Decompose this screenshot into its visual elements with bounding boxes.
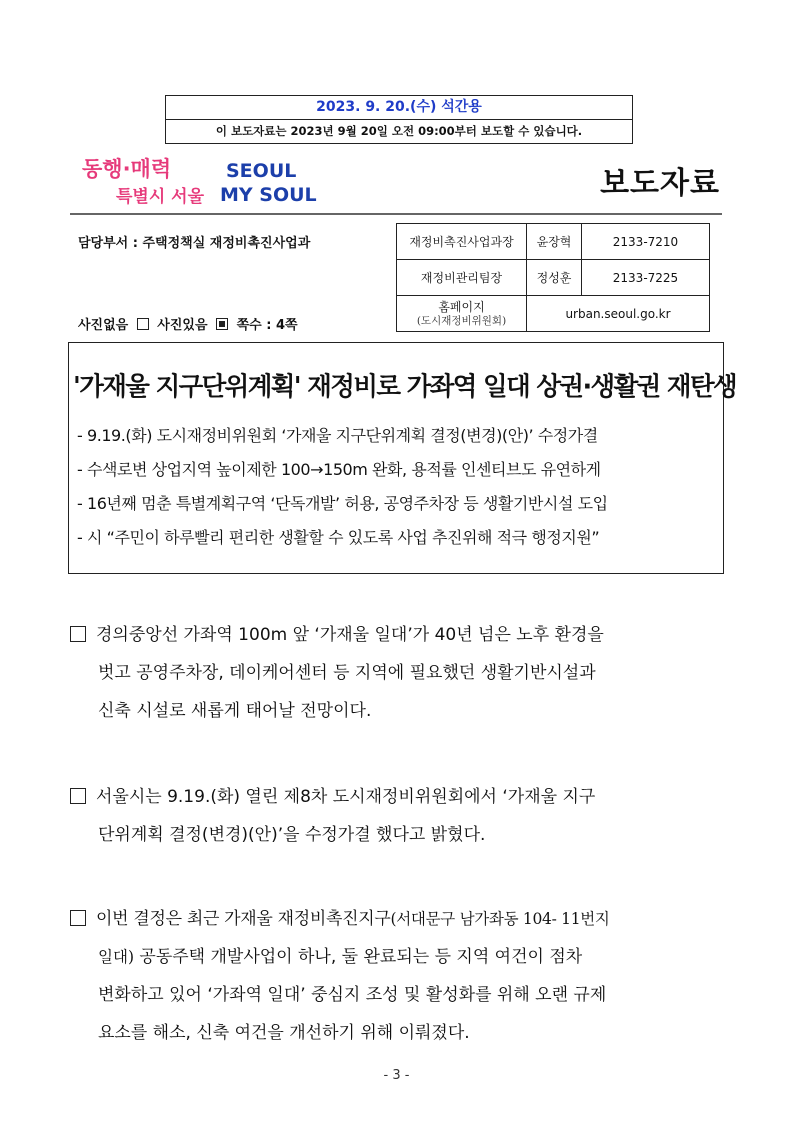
contact-table — [396, 223, 710, 332]
contact-phone: 2133-7210 — [582, 224, 710, 260]
contact-title: 재정비촉진사업과장 — [397, 224, 527, 260]
homepage-row — [397, 296, 710, 332]
document-type-title: 보도자료 — [600, 166, 720, 201]
paragraph-1 — [70, 616, 730, 730]
header-divider — [70, 213, 722, 215]
contact-row — [397, 260, 710, 296]
headline-box — [68, 342, 737, 574]
homepage-sublabel: (도시재정비위원회) — [416, 314, 507, 327]
seoul-slogan-logo — [78, 150, 208, 210]
homepage-label: 홈페이지 — [438, 299, 485, 314]
contact-row — [397, 224, 710, 260]
embargo-note: 이 보도자료는 2023년 9월 20일 오전 09:00부터 보도할 수 있습니다. — [215, 124, 583, 138]
paragraph-2 — [70, 778, 730, 854]
subpoint: - 수색로변 상업지역 높이제한 100→150m 완화, 용적률 인센티브도 유연하게 — [77, 460, 601, 479]
paragraph-line: 경의중앙선 가좌역 100m 앞 ‘가재울 일대’가 40년 넘은 노후 환경을 — [96, 625, 604, 645]
paragraph-line: 서울시는 9.19.(화) 열린 제8차 도시재정비위원회에서 ‘가재울 지구 — [96, 787, 596, 807]
bullet-box — [70, 910, 86, 926]
bullet-box — [70, 788, 86, 804]
page-number: - 3 - — [383, 1068, 410, 1083]
subpoint: - 시 “주민이 하루빨리 편리한 생활할 수 있도록 사업 추진위해 적극 행정지원” — [77, 528, 600, 547]
photo-info — [78, 314, 302, 333]
contact-phone: 2133-7225 — [582, 260, 710, 296]
logo-left-line1: 동행·매력 — [82, 157, 172, 181]
logo-right-line1: SEOUL — [226, 160, 297, 182]
paragraph-line: 변화하고 있어 ‘가좌역 일대’ 중심지 조성 및 활성화를 위해 오랜 규제 — [98, 985, 607, 1005]
seoul-my-soul-logo — [218, 156, 317, 206]
logo-left-line2: 특별시 서울 — [116, 187, 205, 207]
paragraph-line: 벗고 공영주차장, 데이케어센터 등 지역에 필요했던 생활기반시설과 — [98, 663, 596, 683]
headline: '가재울 지구단위계획' 재정비로 가좌역 일대 상권·생활권 재탄생 — [73, 372, 737, 402]
paragraph-line: 단위계획 결정(변경)(안)’을 수정가결 했다고 밝혔다. — [98, 825, 486, 845]
embargo-box — [165, 95, 633, 144]
photo-yes-checkbox — [216, 318, 228, 330]
bullet-box — [70, 626, 86, 642]
subpoint: - 9.19.(화) 도시재정비위원회 ‘가재울 지구단위계획 결정(변경)(안)’ 수정가결 — [77, 426, 598, 445]
homepage-label-cell — [397, 296, 527, 332]
paragraph-text: 이번 결정은 최근 가재울 재정비촉진지구 — [96, 909, 391, 929]
paragraph-line: 신축 시설로 새롭게 태어날 전망이다. — [98, 701, 372, 721]
paragraph-3 — [70, 900, 730, 1052]
photo-none-label: 사진없음 — [78, 318, 129, 333]
paragraph-text-serif: (서대문구 남가좌동 104- 11번지 — [390, 910, 610, 928]
photo-none-checkbox — [137, 318, 149, 330]
paragraph-line: 요소를 해소, 신축 여건을 개선하기 위해 이뤄졌다. — [98, 1023, 470, 1043]
homepage-url[interactable]: urban.seoul.go.kr — [527, 296, 710, 332]
page-count: 쪽수 : 4쪽 — [236, 318, 298, 333]
contact-name: 정성훈 — [527, 260, 582, 296]
logo-right-line2: MY SOUL — [220, 184, 317, 206]
photo-yes-label: 사진있음 — [157, 318, 208, 333]
paragraph-text-serif: 일대) — [98, 948, 134, 966]
paragraph-text: 공동주택 개발사업이 하나, 둘 완료되는 등 지역 여건이 점차 — [134, 947, 583, 967]
contact-title: 재정비관리팀장 — [397, 260, 527, 296]
department-label: 담당부서 : 주택정책실 재정비촉진사업과 — [78, 236, 311, 251]
subpoint: - 16년째 멈춘 특별계획구역 ‘단독개발’ 허용, 공영주차장 등 생활기반시설 도입 — [77, 494, 608, 513]
embargo-date: 2023. 9. 20.(수) 석간용 — [166, 96, 632, 120]
contact-name: 윤장혁 — [527, 224, 582, 260]
